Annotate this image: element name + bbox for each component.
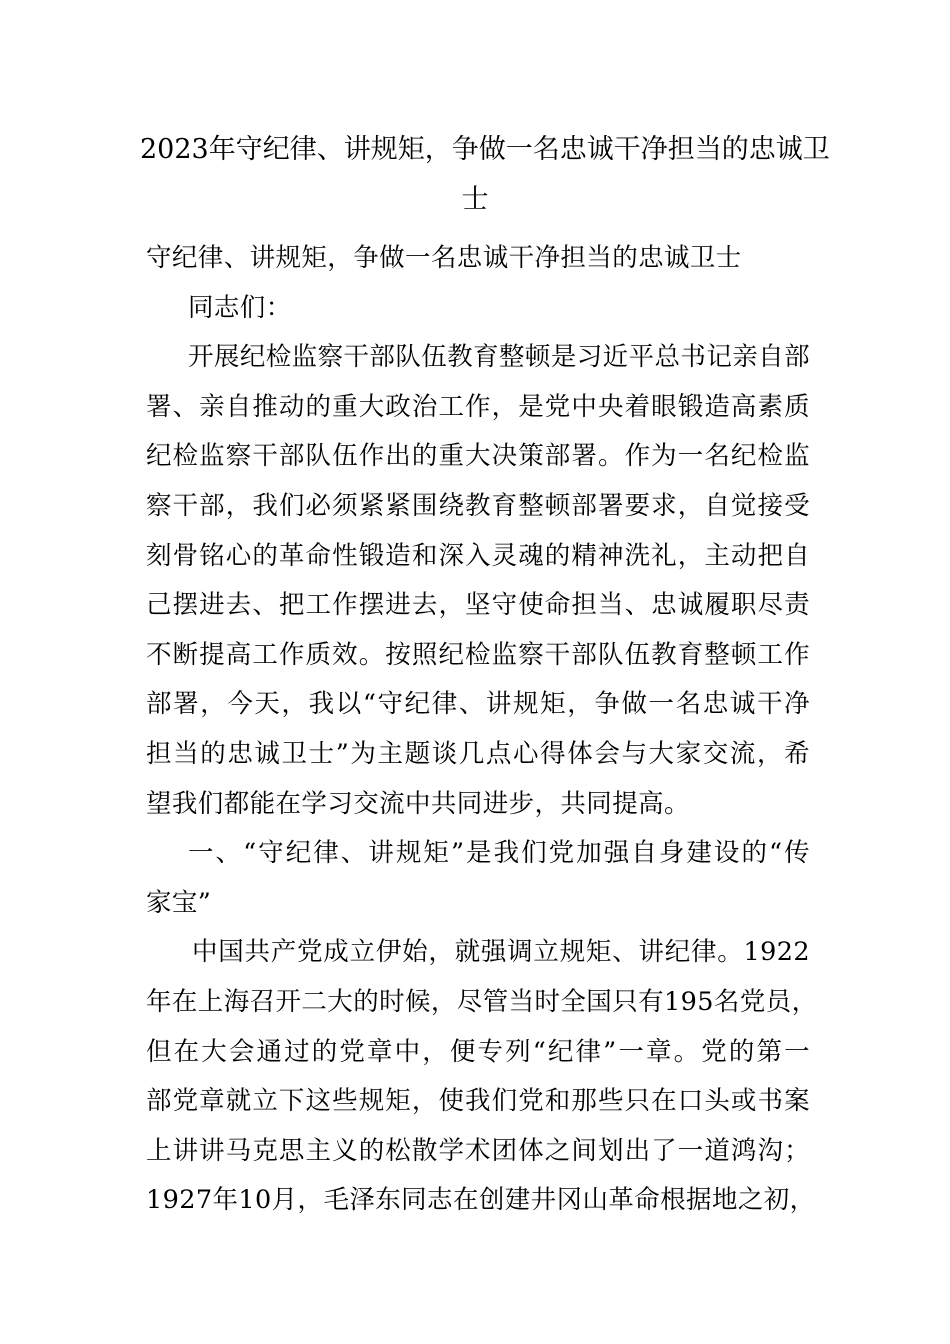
document-body [146,234,818,1226]
paragraph-1-line: 望我们都能在学习交流中共同进步，共同提高。 [146,788,690,819]
section-heading-1-line: 一、“守纪律、讲规矩”是我们党加强自身建设的“传 [188,838,810,869]
paragraph-1-line: 刻骨铭心的革命性锻造和深入灵魂的精神洗礼，主动把自 [146,540,810,571]
title-line-2: 士 [461,184,489,215]
title-line-1: 2023年守纪律、讲规矩，争做一名忠诚干净担当的忠诚卫 [140,134,830,165]
paragraph-2-line: 1927年10月，毛泽东同志在创建井冈山革命根据地之初， [146,1185,816,1216]
paragraph-1-line: 不断提高工作质效。按照纪检监察干部队伍教育整顿工作 [146,639,810,670]
paragraph-1-line: 开展纪检监察干部队伍教育整顿是习近平总书记亲自部 [188,342,810,373]
paragraph-1-line: 察干部，我们必须紧紧围绕教育整顿部署要求，自觉接受 [146,490,810,521]
document-title [140,125,830,225]
paragraph-1-line: 署、亲自推动的重大政治工作，是党中央着眼锻造高素质 [146,391,810,422]
paragraph-1-line: 担当的忠诚卫士”为主题谈几点心得体会与大家交流，希 [146,738,810,769]
paragraph-1-line: 纪检监察干部队伍作出的重大决策部署。作为一名纪检监 [146,441,810,472]
paragraph-1-line: 部署，今天，我以“守纪律、讲规矩，争做一名忠诚干净 [146,689,810,720]
subtitle-line: 守纪律、讲规矩，争做一名忠诚干净担当的忠诚卫士 [146,243,742,273]
paragraph-2-line: 上讲讲马克思主义的松散学术团体之间划出了一道鸿沟； [146,1135,810,1166]
paragraph-2-line: 年在上海召开二大的时候，尽管当时全国只有195名党员， [146,986,818,1017]
paragraph-2-line: 但在大会通过的党章中，便专列“纪律”一章。党的第一 [146,1036,810,1067]
section-heading-1-line: 家宝” [146,887,212,918]
paragraph-2-line: 部党章就立下这些规矩，使我们党和那些只在口头或书案 [146,1086,810,1117]
salutation: 同志们： [188,292,292,323]
paragraph-1-line: 己摆进去、把工作摆进去，坚守使命担当、忠诚履职尽责 [146,590,810,621]
paragraph-2-line: 中国共产党成立伊始，就强调立规矩、讲纪律。1922 [192,937,810,968]
